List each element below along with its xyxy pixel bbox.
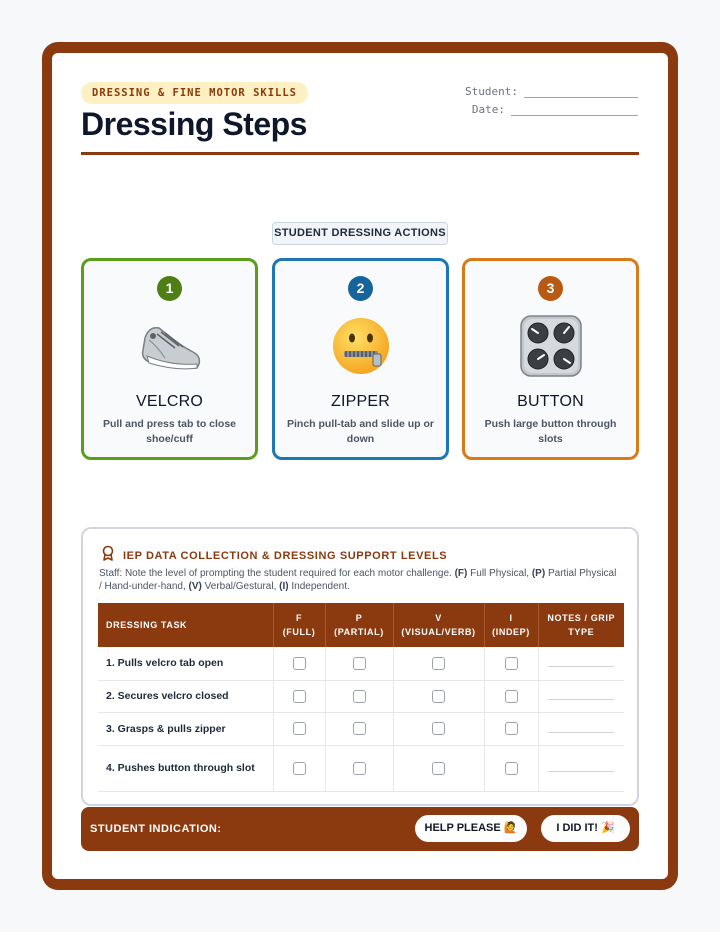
partial-checkbox[interactable]: [353, 690, 366, 703]
action-card-button[interactable]: [462, 258, 639, 460]
independent-checkbox[interactable]: [505, 722, 518, 735]
student-name-line[interactable]: [524, 86, 638, 98]
verbal-checkbox[interactable]: [432, 722, 445, 735]
notes-field[interactable]: [548, 699, 614, 700]
independent-checkbox[interactable]: [505, 762, 518, 775]
student-indication-bar: [81, 807, 639, 851]
card-title: BUTTON: [517, 393, 584, 410]
step-number-badge: 3: [538, 276, 563, 301]
full-checkbox[interactable]: [293, 722, 306, 735]
table-row: [98, 680, 624, 712]
full-checkbox[interactable]: [293, 762, 306, 775]
page-title: Dressing Steps: [81, 106, 307, 142]
task-label: 2. Secures velcro closed: [98, 680, 273, 712]
column-header-full: F (FULL): [273, 603, 325, 647]
action-card-velcro[interactable]: [81, 258, 258, 460]
table-row: [98, 712, 624, 745]
partial-checkbox[interactable]: [353, 657, 366, 670]
card-title: VELCRO: [136, 393, 203, 410]
zipper-mouth-face-icon: [275, 313, 446, 379]
notes-field[interactable]: [548, 771, 614, 772]
card-title: ZIPPER: [331, 393, 390, 410]
date-line[interactable]: [511, 104, 638, 116]
staff-instructions: Staff: Note the level of prompting the student required for each motor challenge. (F) Full Physical, (P) Partial Physical / Hand-under-hand, (V) Verbal/Gestural, (I) Independent.: [99, 568, 617, 592]
notes-field[interactable]: [548, 732, 614, 733]
verbal-checkbox[interactable]: [432, 690, 445, 703]
task-label: 4. Pushes button through slot: [98, 745, 273, 791]
student-info-fields: [465, 80, 638, 116]
table-header-row: [98, 603, 624, 647]
action-card-zipper[interactable]: [272, 258, 449, 460]
award-ribbon-icon: [101, 545, 115, 566]
iep-data-panel: [81, 527, 639, 806]
column-header-verbal: V (VISUAL/VERB): [393, 603, 484, 647]
help-please-button[interactable]: HELP PLEASE 🙋: [415, 815, 527, 842]
shoe-icon: [84, 313, 255, 379]
control-knobs-icon: [465, 313, 636, 379]
table-row: [98, 745, 624, 791]
column-header-notes: NOTES / GRIP TYPE: [538, 603, 624, 647]
student-indication-label: STUDENT INDICATION:: [90, 823, 222, 835]
full-checkbox[interactable]: [293, 690, 306, 703]
column-header-independent: I (INDEP): [484, 603, 538, 647]
column-header-task: DRESSING TASK: [98, 603, 273, 647]
iep-title: IEP DATA COLLECTION & DRESSING SUPPORT LEVELS: [123, 549, 448, 562]
independent-checkbox[interactable]: [505, 657, 518, 670]
student-label: Student:: [465, 85, 518, 98]
card-description: Pinch pull-tab and slide up or down: [287, 418, 435, 445]
task-label: 3. Grasps & pulls zipper: [98, 712, 273, 745]
full-checkbox[interactable]: [293, 657, 306, 670]
task-label: 1. Pulls velcro tab open: [98, 647, 273, 680]
card-description: Push large button through slots: [484, 418, 617, 445]
iep-data-table: [98, 603, 624, 792]
notes-field[interactable]: [548, 666, 614, 667]
i-did-it-button[interactable]: I DID IT! 🎉: [541, 815, 630, 842]
partial-checkbox[interactable]: [353, 762, 366, 775]
date-label: Date:: [471, 103, 505, 116]
header-divider: [81, 152, 639, 155]
section-label: STUDENT DRESSING ACTIONS: [272, 222, 448, 245]
category-tag: DRESSING & FINE MOTOR SKILLS: [81, 82, 308, 104]
independent-checkbox[interactable]: [505, 690, 518, 703]
partial-checkbox[interactable]: [353, 722, 366, 735]
verbal-checkbox[interactable]: [432, 657, 445, 670]
table-row: [98, 647, 624, 680]
verbal-checkbox[interactable]: [432, 762, 445, 775]
step-number-badge: 1: [157, 276, 182, 301]
column-header-partial: P (PARTIAL): [325, 603, 393, 647]
card-description: Pull and press tab to close shoe/cuff: [102, 418, 237, 445]
step-number-badge: 2: [348, 276, 373, 301]
